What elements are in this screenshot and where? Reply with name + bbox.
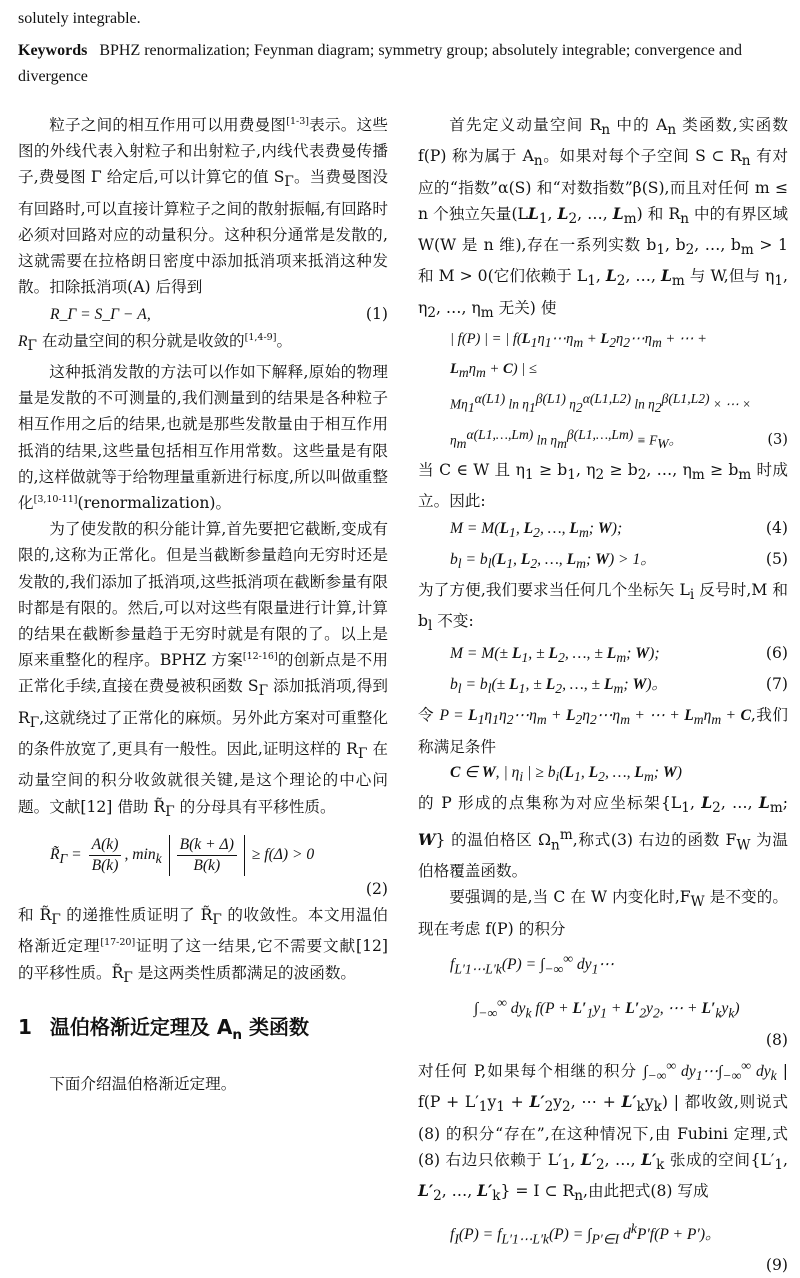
keywords-label: Keywords xyxy=(18,42,88,59)
equation-2-number: (2) xyxy=(365,879,388,898)
left-column xyxy=(18,112,388,1097)
paragraph-let-p: 令 $P = L_1\eta_1\eta_2\cdots\eta_m$ + $L_2\eta_2\cdots\eta_m$ + ⋯ + $L_m\eta_m + C$,我们称满足条件 xyxy=(418,706,788,756)
paragraph-convergent: $R_\Gamma$ 在动量空间的积分就是收敛的[1,4-9]。 xyxy=(18,331,293,354)
paragraph-bphz: 为了使发散的积分能计算,首先要把它截断,变成有限的,这称为正常化。但是当截断参量趋向无穷时还是发散的,我们添加了抵消项,这些抵消项在截断参量有限时都是有限的。然后,可以对这些有限量进行计算,计算的结果在截断参量趋于无穷时就是有限的了。以上是原来重整化的程序。BPHZ 方案[12-16]的创新点是不用正常化手续,直接在费曼被积函数 $S_\Gamma$ 添加抵消项,得到 $R_\Gamma$,这就绕过了正常化的麻烦。另外此方案对可重整化的条件放宽了,更具有一般性。因此,证明这样的 $R_\Gamma$ 在动量空间的积分收敛就很关键,是这个理论的中心问题。文献[12] 借助 $R̃_\Gamma$ 的分母具有平移性质。 xyxy=(18,520,388,820)
paragraph-renormalization: 这种抵消发散的方法可以作如下解释,原始的物理量是发散的不可测量的,我们测量到的结果是各种粒子相互作用之后的结果,也就是那些发散量由于相互作用抵消的结果,这些量包括相互作用常数。这些量是有限的,这样做就等于给物理量重新进行标度,所以叫做重整化[3,10-11](renormalization)。 xyxy=(18,363,388,513)
equation-6: $M = M(\pm L_1$, ± $L_2$, …, ± $L_m$; W); (6) xyxy=(450,643,788,665)
equation-8: $f_{L'1\cdots L'k}(P) = \int_{-\infty}^\infty$ $dy_1\cdots$ $\int_{-\infty}^\infty$ $dy_k$ $f(P + L'_1y_1 + L'_2y_2$, ⋯ + $L'_ky_k$) (8) xyxy=(450,950,788,1049)
paragraph-weinberg-region: 的 P 形成的点集称为对应坐标架{$L_1$, $L_2$, …, $L_m$; W} 的温伯格区 $\Omega_n^m$,称式(3) 右边的函数 $F_W$ 为温伯格覆盖函数。 xyxy=(418,793,789,881)
paragraph-fubini: 对任何 P,如果每个相继的积分 $\int_{-\infty}^\infty$ $dy_1\cdots\int_{-\infty}^\infty$ $dy_k$ | $f(P + L'_1y_1 + L'_2y_2$, ⋯ + $L'_ky_k$) | 都收敛,则说式(8) 的积分“存在”,在这种情况下,由 Fubini 定理,式(8) 右边只依赖于 $L'_1$, $L'_2$, …, $L'_k$ 张成的空间{$L'_1$, $L'_2$, …, $L'_k\} = I$ ⊂ $R_n$,由此把式(8) 写成 xyxy=(418,1057,788,1205)
equation-3: | f(P) | = | $f(L_1\eta_1\cdots\eta_m$ + $L_2\eta_2\cdots\eta_m$ + ⋯ + $L_m\eta_m + C$) | ≤ $M\eta_1^{\alpha(L1)}$ $\ln \eta_1^{\beta(L1)}$ $\eta_2^{\alpha(L1,L2)}$ $\ln \eta_2^{\beta(L1,L2)}$ × ⋯ × $\eta_m^{\alpha(L1,\dots,Lm)}$ $\ln \eta_m^{\beta(L1,\dots,Lm)} \equiv F_W$。 (3) xyxy=(450,331,788,451)
keywords-text: BPHZ renormalization; Feynman diagram; symmetry group; absolutely integrable; convergence and divergence xyxy=(18,42,742,85)
equation-4: $M = M(L_1$, $L_2$, …, $L_m$; W); (4) xyxy=(450,518,788,540)
abstract-tail: solutely integrable. xyxy=(18,10,141,27)
equation-5: $b_l = b_l(L_1$, $L_2$, …, $L_m$; W) > 1。 (5) xyxy=(450,549,788,571)
paragraph-an-definition: 首先定义动量空间 $R_n$ 中的 $A_n$ 类函数,实函数 f(P) 称为属于 $A_n$。如果对每个子空间 S ⊂ $R_n$ 有对应的“指数”α(S) 和“对数指数”β(S),而且对任何 m ≤ n 个独立矢量($LL_1$, $L_2$, …, $L_m$) 和 $R_n$ 中的有界区域 W(W 是 n 维),存在一系列实数 $b_1$, $b_2$, …, $b_m > 1$ 和 M > 0(它们依赖于 $L_1$, $L_2$, …, $L_m$ 与 W,但与 $\eta_1$, $\eta_2$, …, $\eta_m$ 无关) 使 xyxy=(418,116,788,321)
paragraph-invariant: 要强调的是,当 C 在 W 内变化时$,F_W$ 是不变的。现在考虑 f(P) 的积分 xyxy=(418,888,788,938)
right-column xyxy=(418,112,788,1278)
keywords xyxy=(18,38,786,90)
equation-1: R_Γ = S_Γ − A, (1) xyxy=(50,304,388,323)
paragraph-weinberg: 和 $R̃_\Gamma$ 的递推性质证明了 $R̃_\Gamma$ 的收敛性。本文用温伯格渐近定理[17-20]证明了这一结果,它不需要文献[12] 的平移性质。$R̃_\Gamma$ 是这两类性质都满足的波函数。 xyxy=(18,906,388,986)
equation-2: $R̃_\Gamma$ = $\frac{A(k)}{B(k)}$ , $\min_k$ $\frac{B(k + \Delta)}{B(k)}$ ≥ f(Δ) > 0 xyxy=(50,835,315,874)
section-heading: 1 温伯格渐近定理及 $A_n$ 类函数 xyxy=(18,1014,310,1043)
paragraph-condition: 当 C ∈ W 且 $\eta_1 \ge b_1$, $\eta_2 \ge b_2$, …, $\eta_m \ge b_m$ 时成立。因此: xyxy=(418,460,788,511)
equation-9: $f_I(P) = f_{L'1\cdots L'k}(P) = \int_{P'\in I}$ $d^kP'f(P + P')$。 (9) xyxy=(450,1220,788,1275)
condition-line: C ∈ W, | $\eta_i$ | ≥ $b_i(L_1$, $L_2$, …, $L_m$; W) xyxy=(450,763,682,784)
paragraph-intro: 粒子之间的相互作用可以用费曼图[1-3]表示。这些图的外线代表入射粒子和出射粒子,内线代表费曼传播子,费曼图 Γ 给定后,可以计算它的值 $S_\Gamma$。当费曼图没有回路时,可以直接计算粒子之间的散射振幅,有回路时必须对回路对应的动量积分。这种积分通常是发散的,这就需要在拉格朗日密度中添加抵消项来抵消这种发散。扣除抵消项(A) 后得到 xyxy=(18,115,388,297)
equation-7: $b_l = b_l(\pm L_1$, ± $L_2$, …, ± $L_m$; W)。 (7) xyxy=(450,675,788,697)
paragraph-sign: 为了方便,我们要求当任何几个坐标矢 $L_i$ 反号时,M 和 $b_l$ 不变: xyxy=(418,581,788,635)
paragraph-theorem-intro: 下面介绍温伯格渐近定理。 xyxy=(49,1074,237,1093)
